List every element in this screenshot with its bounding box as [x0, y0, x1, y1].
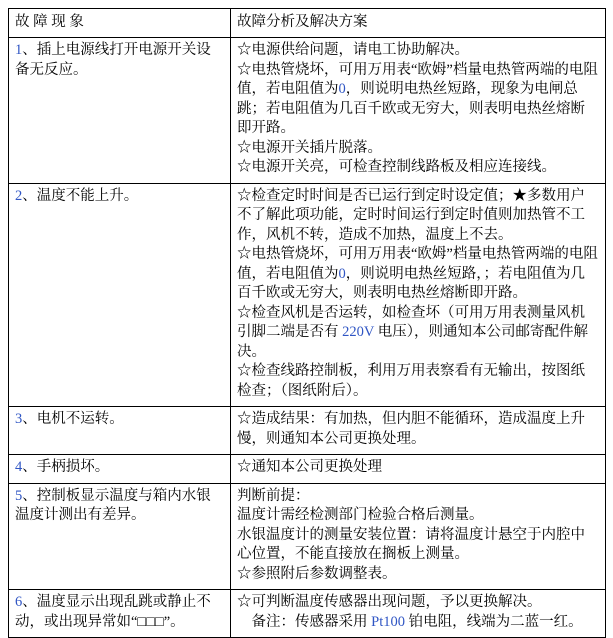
solution-note: 备注：传感器采用 Pt100 铂电阻，线端为二蓝一红。	[237, 613, 583, 630]
phenomenon-text: 6、温度显示出现乱跳或静止不动，或出现异常如“□□□”。	[15, 594, 211, 630]
table-row-1	[9, 38, 606, 184]
solution-line: 水银温度计的测量安装位置：请将温度计悬空于内腔中心位置，不能直接放在搁板上测量。	[237, 526, 585, 562]
solution-cell-5	[231, 483, 606, 590]
solution-cell-6	[231, 590, 606, 638]
phenomenon-cell-2	[9, 183, 231, 407]
solution-line: ☆检查线路控制板，利用万用表察看有无输出，按图纸检查；（图纸附后）。	[237, 363, 585, 399]
solution-line: ☆电源供给问题，请电工协助解决。	[237, 42, 469, 58]
fault-table	[8, 8, 606, 638]
phenomenon-cell-5	[9, 483, 231, 590]
table-row-4	[9, 455, 606, 484]
header-fault-phenomenon: 故 障 现 象	[9, 9, 231, 38]
solution-line: ☆电源开关亮，可检查控制线路板及相应连接线。	[237, 159, 556, 175]
phenomenon-cell-3	[9, 407, 231, 455]
document-page	[8, 8, 605, 638]
table-header-row	[9, 9, 606, 38]
header-fault-analysis-solution: 故障分析及解决方案	[231, 9, 606, 38]
table-row-2	[9, 183, 606, 407]
solution-cell-4	[231, 455, 606, 484]
phenomenon-text: 4、手柄损坏。	[15, 459, 110, 475]
solution-cell-3	[231, 407, 606, 455]
phenomenon-cell-1	[9, 38, 231, 184]
solution-line: ☆可判断温度传感器出现问题，予以更换解决。	[237, 594, 542, 610]
phenomenon-cell-6	[9, 590, 231, 638]
solution-cell-2	[231, 183, 606, 407]
solution-line: ☆电热管烧坏，可用万用表“欧姆”档量电热管两端的电阻值，若电阻值为0，则说明电热丝短路，现象为电闸总跳；若电阻值为几百千欧或无穷大，则表明电热丝熔断即开路。	[237, 61, 598, 136]
solution-line: ☆检查风机是否运转，如检查坏（可用万用表测量风机引脚二端是否有 220V 电压），则通知本公司邮寄配件解决。	[237, 304, 588, 360]
solution-line: ☆电热管烧坏，可用万用表“欧姆”档量电热管两端的电阻值，若电阻值为0，则说明电热丝短路，；若电阻值为几百千欧或无穷大，则表明电热丝熔断即开路。	[237, 246, 598, 301]
table-row-5	[9, 483, 606, 590]
phenomenon-text: 5、控制板显示温度与箱内水银温度计测出有差异。	[15, 487, 211, 523]
phenomenon-text: 3、电机不运转。	[15, 411, 124, 427]
solution-line: ☆造成结果：有加热，但内胆不能循环，造成温度上升慢，则通知本公司更换处理。	[237, 411, 585, 447]
table-row-3	[9, 407, 606, 455]
solution-precondition: 判断前提：	[237, 487, 310, 504]
solution-line: 温度计需经检测部门检验合格后测量。	[237, 507, 484, 523]
solution-line: ☆检查定时时间是否已运行到定时设定值；★多数用户不了解此项功能，定时时间运行到定时值则加热管不工作，风机不转，造成不加热，温度上不去。	[237, 187, 585, 243]
solution-line: ☆通知本公司更换处理	[237, 459, 382, 475]
solution-cell-1	[231, 38, 606, 184]
phenomenon-text: 2、温度不能上升。	[15, 187, 139, 204]
phenomenon-text: 1、插上电源线打开电源开关设备无反应。	[15, 42, 211, 78]
table-row-6	[9, 590, 606, 638]
phenomenon-cell-4	[9, 455, 231, 484]
solution-line: ☆电源开关插片脱落。	[237, 139, 382, 156]
solution-line: ☆参照附后参数调整表。	[237, 565, 397, 582]
